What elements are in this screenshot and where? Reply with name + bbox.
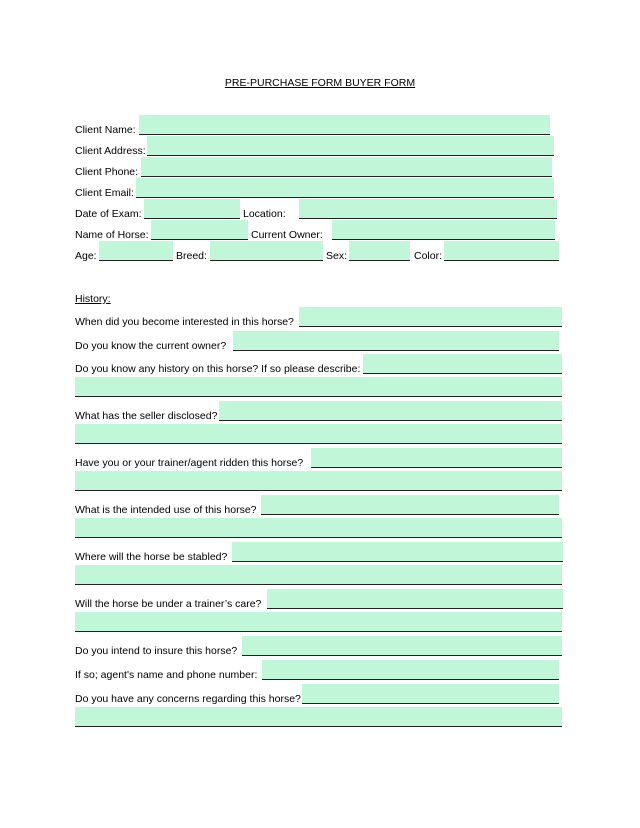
q11-label: Do you have any concerns regarding this horse? <box>75 693 301 705</box>
horse-name-field[interactable] <box>151 220 248 240</box>
client-address-label: Client Address: <box>75 145 146 157</box>
q5-field[interactable] <box>311 448 562 468</box>
q5-field-line2[interactable] <box>75 471 562 491</box>
q7-label: Where will the horse be stabled? <box>75 551 228 563</box>
age-field[interactable] <box>99 241 173 261</box>
exam-date-label: Date of Exam: <box>75 208 142 220</box>
q11-field[interactable] <box>302 684 559 704</box>
q3-label: Do you know any history on this horse? If so please describe: <box>75 363 361 375</box>
q3-field-line2[interactable] <box>75 377 562 397</box>
client-phone-label: Client Phone: <box>75 166 139 178</box>
breed-label: Breed: <box>176 250 207 262</box>
q10-field[interactable] <box>262 660 559 680</box>
q8-field-line2[interactable] <box>75 612 562 632</box>
q6-field[interactable] <box>261 495 559 515</box>
location-field[interactable] <box>299 199 557 219</box>
exam-date-field[interactable] <box>144 199 240 219</box>
q2-label: Do you know the current owner? <box>75 340 227 352</box>
q8-label: Will the horse be under a trainer’s care? <box>75 598 262 610</box>
q1-label: When did you become interested in this horse? <box>75 316 294 328</box>
color-label: Color: <box>414 250 443 262</box>
q9-label: Do you intend to insure this horse? <box>75 645 238 657</box>
color-field[interactable] <box>444 241 559 261</box>
current-owner-label: Current Owner: <box>251 229 323 241</box>
q3-field[interactable] <box>363 354 562 374</box>
client-email-label: Client Email: <box>75 187 134 199</box>
q8-field[interactable] <box>267 589 563 609</box>
q1-field[interactable] <box>299 307 562 327</box>
current-owner-field[interactable] <box>332 220 555 240</box>
q11-field-line2[interactable] <box>75 707 562 727</box>
history-heading: History: <box>75 293 111 305</box>
client-phone-field[interactable] <box>141 157 552 177</box>
client-name-label: Client Name: <box>75 124 136 136</box>
horse-name-label: Name of Horse: <box>75 229 149 241</box>
breed-field[interactable] <box>210 241 323 261</box>
q2-field[interactable] <box>233 331 559 351</box>
q4-field[interactable] <box>219 401 562 421</box>
q10-label: If so; agent's name and phone number: <box>75 669 258 681</box>
age-label: Age: <box>75 250 97 262</box>
client-email-field[interactable] <box>136 178 554 198</box>
q7-field-line2[interactable] <box>75 565 562 585</box>
sex-label: Sex: <box>326 250 348 262</box>
sex-field[interactable] <box>349 241 410 261</box>
q6-field-line2[interactable] <box>75 518 562 538</box>
q6-label: What is the intended use of this horse? <box>75 504 257 516</box>
q7-field[interactable] <box>232 542 563 562</box>
q4-label: What has the seller disclosed? <box>75 410 218 422</box>
location-label: Location: <box>243 208 286 220</box>
form-title: PRE-PURCHASE FORM BUYER FORM <box>224 77 416 89</box>
client-name-field[interactable] <box>139 115 550 135</box>
q4-field-line2[interactable] <box>75 424 562 444</box>
q5-label: Have you or your trainer/agent ridden this horse? <box>75 457 304 469</box>
client-address-field[interactable] <box>147 136 554 156</box>
q9-field[interactable] <box>242 636 562 656</box>
